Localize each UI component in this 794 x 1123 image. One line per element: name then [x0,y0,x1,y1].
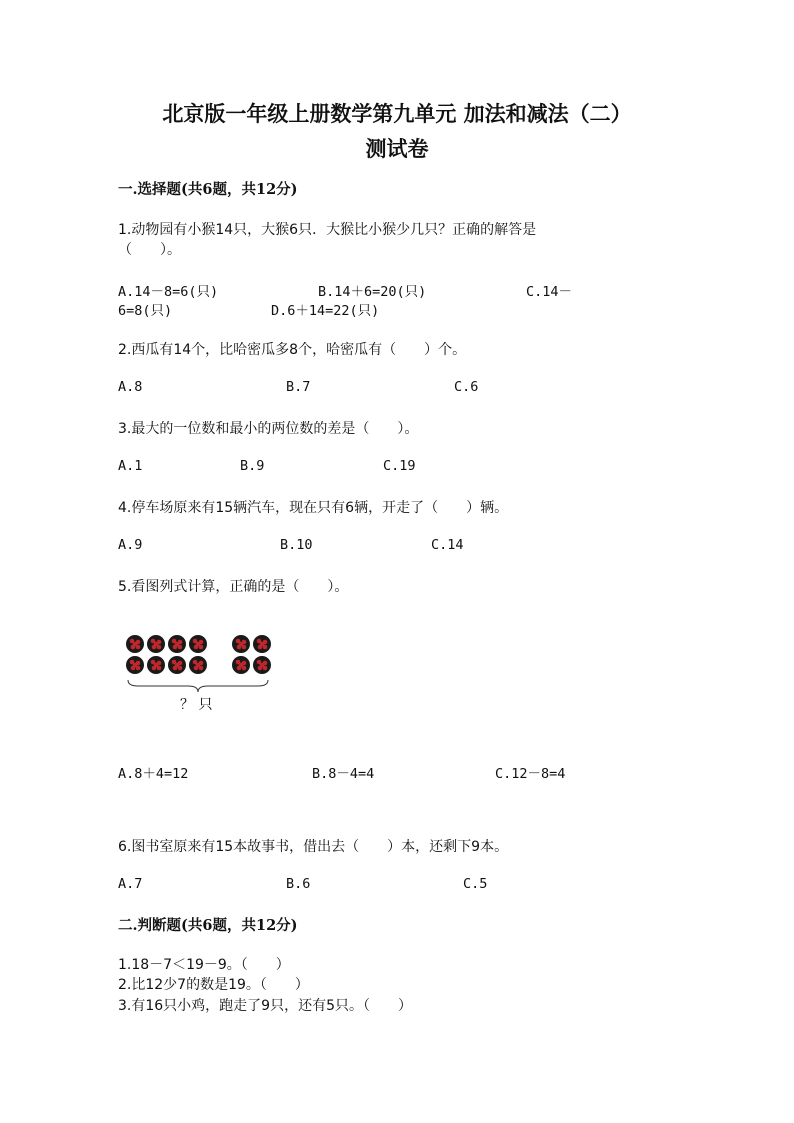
fruit-icon [168,656,186,674]
question-2-stem: 2.西瓜有14个，比哈密瓜多8个，哈密瓜有（ ）个。 [118,342,467,358]
fruit-icon [232,635,250,653]
q1-option-d: D.6＋14=22(只) [271,303,380,319]
q6-option-c: C.5 [463,876,488,892]
q1-option-a: A.14－8=6(只) [118,284,219,300]
fruit-icon [253,656,271,674]
q4-option-b: B.10 [280,537,313,553]
q3-option-b: B.9 [240,458,265,474]
q5-option-b: B.8－4=4 [312,766,375,782]
q2-option-c: C.6 [454,379,479,395]
q2-option-a: A.8 [118,379,143,395]
question-1-stem-cont: （ ）。 [118,242,181,258]
question-3-stem: 3.最大的一位数和最小的两位数的差是（ ）。 [118,421,419,437]
question-6-stem: 6.图书室原来有15本故事书，借出去（ ）本，还剩下9本。 [118,839,509,855]
q6-option-a: A.7 [118,876,143,892]
question-5-stem: 5.看图列式计算，正确的是（ ）。 [118,579,349,595]
section-heading-choice: 一.选择题(共6题，共12分) [118,181,298,198]
judge-item-3: 3.有16只小鸡，跑走了9只，还有5只。（ ） [118,998,412,1014]
title-line-2: 测试卷 [365,136,429,161]
q4-option-a: A.9 [118,537,143,553]
fruit-icon [147,635,165,653]
q3-option-c: C.19 [383,458,416,474]
fruit-icon [253,635,271,653]
fruit-icon [232,656,250,674]
brace-line [128,680,268,692]
fruit-icon [126,656,144,674]
fruit-icon [189,656,207,674]
title-line-1: 北京版一年级上册数学第九单元 加法和减法（二） [162,101,632,126]
fruit-icon [168,635,186,653]
q4-option-c: C.14 [431,537,464,553]
q5-option-a: A.8＋4=12 [118,766,189,782]
q3-option-a: A.1 [118,458,143,474]
fruit-icon [147,656,165,674]
section-heading-judge: 二.判断题(共6题，共12分) [118,917,298,934]
q6-option-b: B.6 [286,876,311,892]
question-1-stem: 1.动物园有小猴14只，大猴6只．大猴比小猴少几只？正确的解答是 [118,222,537,238]
figure-label: ？ 只 [180,697,213,713]
q5-option-c: C.12－8=4 [495,766,566,782]
judge-item-1: 1.18－7＜19－9。（ ） [118,957,290,973]
q1-option-c-cont: 6=8(只) [118,303,173,319]
q1-option-c: C.14－ [526,284,573,300]
fruit-icon [126,635,144,653]
q2-option-b: B.7 [286,379,311,395]
fruit-icon [189,635,207,653]
question-4-stem: 4.停车场原来有15辆汽车，现在只有6辆，开走了（ ）辆。 [118,500,509,516]
judge-item-2: 2.比12少7的数是19。（ ） [118,977,309,993]
q1-option-b: B.14＋6=20(只) [318,284,427,300]
